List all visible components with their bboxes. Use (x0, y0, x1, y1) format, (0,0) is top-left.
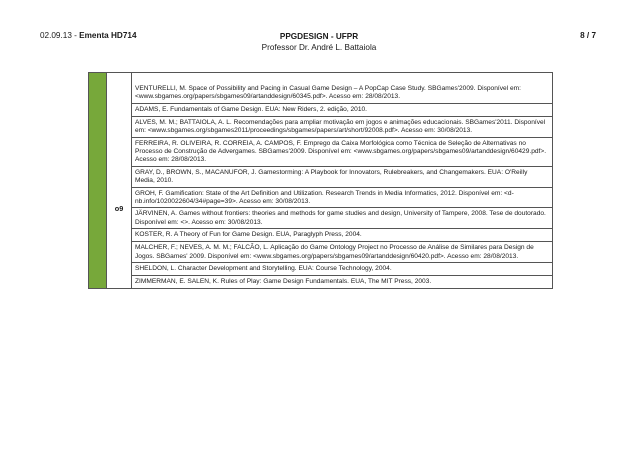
reference-row: ALVES, M. M.; BATTAIOLA, A. L. Recomendações para ampliar motivação em jogos e animações educacionais. SBGames'2011. Disponível em: <www.sbgames.org/sbgames2011/proceedings/sbgames/papers/art/short/92008.pdf>. Acesso em: 30/08/2013. (132, 117, 552, 138)
header-course: Ementa HD714 (79, 31, 137, 40)
references-table (88, 72, 553, 289)
reference-row: KOSTER, R. A Theory of Fun for Game Design. EUA, Paraglyph Press, 2004. (132, 229, 552, 242)
code-label: o9 (114, 204, 124, 213)
reference-row: GROH, F. Gamification: State of the Art Definition and Utilization. Research Trends in Media Informatics, 2012. Disponível em: <d-nb.info/1020022604/34#page=39>. Acesso em: 30/08/2013. (132, 188, 552, 209)
header-professor: Professor Dr. André L. Battaiola (261, 43, 377, 52)
category-color-bar (89, 73, 107, 288)
reference-row: GRAY, D., BROWN, S., MACANUFOR, J. Gamestorming: A Playbook for Innovators, Rulebreakers, and Changemakers. EUA: O'Reilly Media, 2010. (132, 167, 552, 188)
reference-row: ZIMMERMAN, E. SALEN, K. Rules of Play: Game Design Fundamentals. EUA, The MIT Press, 2003. (135, 278, 432, 286)
reference-row: SHELDON, L. Character Development and Storytelling. EUA: Course Technology, 2004. (132, 263, 552, 276)
header-center (0, 31, 638, 53)
reference-row: ADAMS, E. Fundamentals of Game Design. EUA: New Riders, 2. edição, 2010. (132, 104, 552, 117)
reference-row: JÄRVINEN, A. Games without frontiers: theories and methods for game studies and design, University of Tampere, 2008. Tese de doutorado. Disponível em: <>. Acesso em: 30/08/2013. (132, 208, 552, 229)
code-cell (107, 73, 132, 288)
reference-row: FERREIRA, R. OLIVEIRA, R. CORREIA, A. CAMPOS, F. Emprego da Caixa Morfológica como Técnica de Seleção de Alternativas no Processo de Construção de Advergames. SBGames'2009. Disponível em: <www.sbgames.org/papers/sbgames09/artanddesign/60429.pdf>. Acesso em: 28/08/2013. (132, 138, 552, 167)
references-list (132, 73, 552, 288)
header-date: 02.09.13 - (40, 31, 80, 40)
page-header (0, 0, 638, 50)
reference-row: MALCHER, F.; NEVES, A. M. M.; FALCÃO, L. Aplicação do Game Ontology Project no Processo de Análise de Similares para Design de Jogos. SBGames' 2009. Disponível em: <www.sbgames.org/papers/sbgames09/artanddesign/60420.pdf>. Acesso em: 28/08/2013. (132, 242, 552, 263)
header-title: PPGDESIGN - UFPR (279, 32, 359, 41)
page-number: 8 / 7 (580, 31, 596, 40)
reference-row: VENTURELLI, M. Space of Possibility and Pacing in Casual Game Design – A PopCap Case Study. SBGames'2009. Disponível em: <www.sbgames.org/papers/sbgames09/artanddesign/60345.pdf>. Acesso em: 28/08/2013. (132, 73, 552, 104)
